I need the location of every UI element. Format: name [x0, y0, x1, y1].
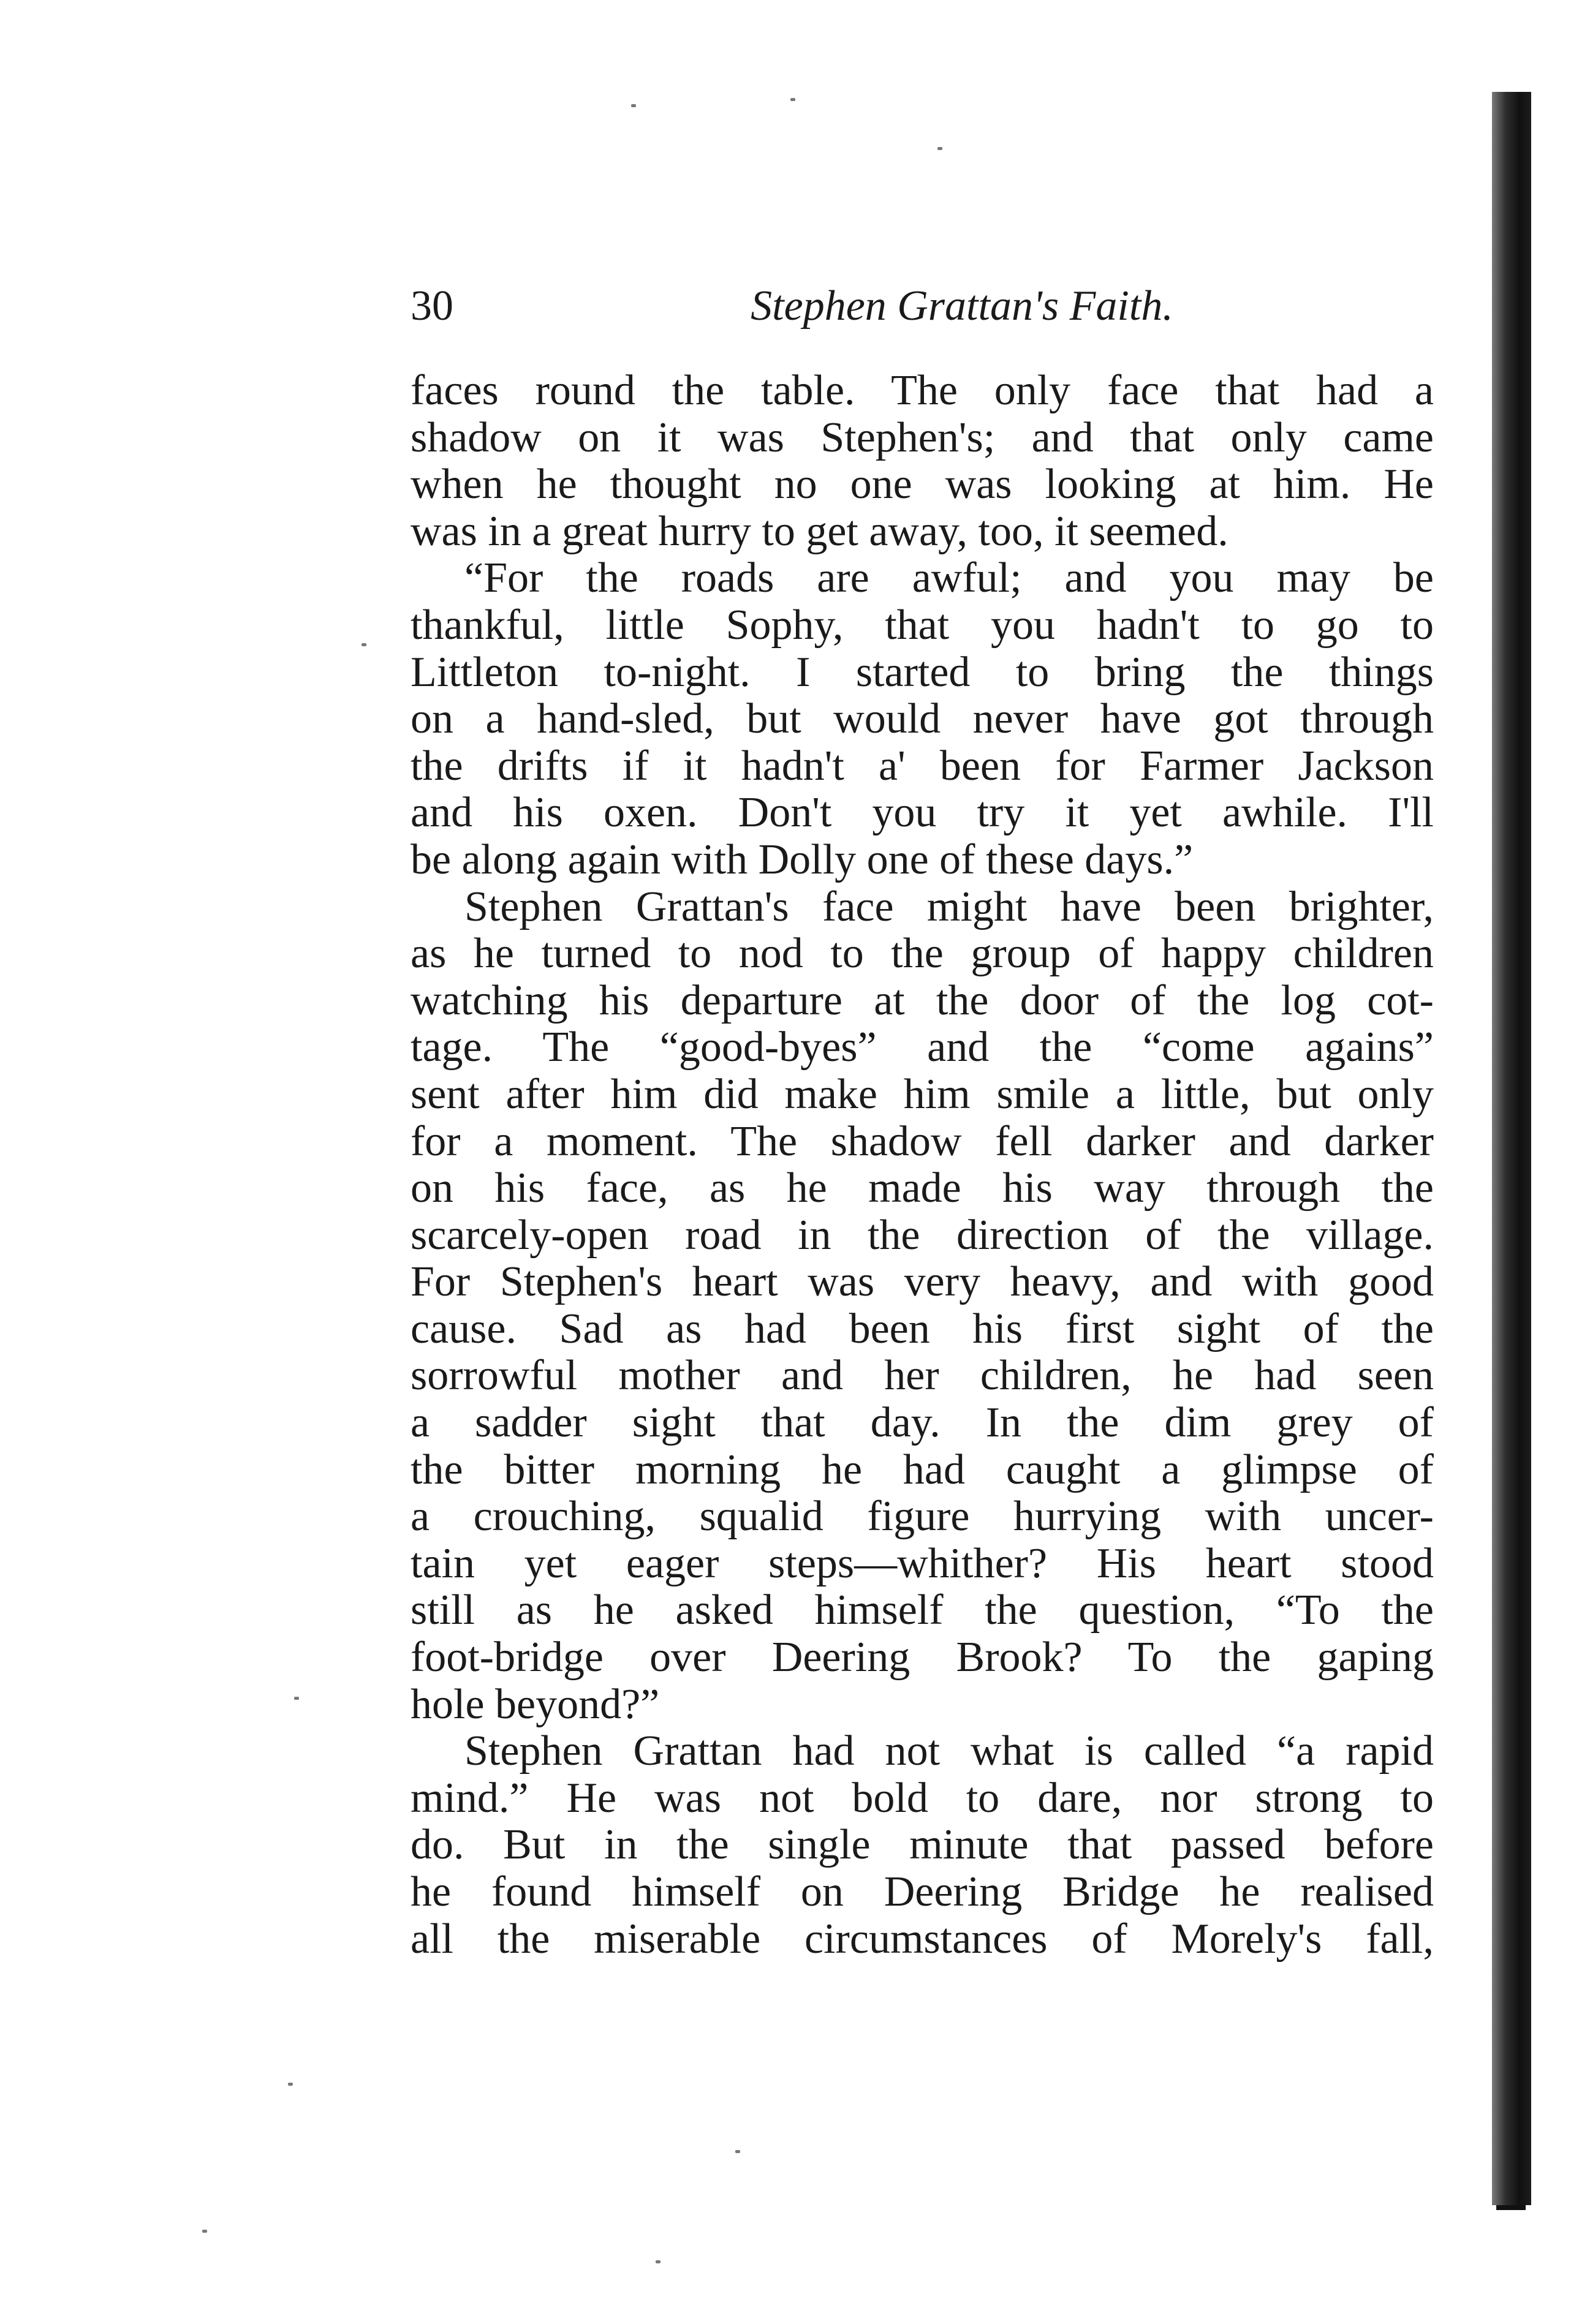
text-line: cause. Sad as had been his first sight of the: [411, 1305, 1434, 1353]
text-line: when he thought no one was looking at him. He: [411, 461, 1434, 508]
page-edge-shadow: [1492, 92, 1531, 2205]
text-line: faces round the table. The only face that had a: [411, 367, 1434, 414]
text-line: For Stephen's heart was very heavy, and with good: [411, 1258, 1434, 1306]
scan-speck: [937, 147, 942, 150]
text-line: on his face, as he made his way through the: [411, 1164, 1434, 1212]
text-line: Stephen Grattan's face might have been brighter,: [464, 883, 1434, 930]
text-line: still as he asked himself the question, “To the: [411, 1586, 1434, 1634]
body-text: [411, 368, 1434, 1963]
text-line: foot-bridge over Deering Brook? To the gaping: [411, 1634, 1434, 1681]
scan-speck: [362, 643, 366, 646]
text-line: he found himself on Deering Bridge he realised: [411, 1868, 1434, 1915]
page-edge-mark: [1496, 2205, 1526, 2210]
text-line: Stephen Grattan had not what is called “a rapid: [464, 1727, 1434, 1775]
scan-speck: [202, 2230, 207, 2233]
scan-speck: [656, 2260, 661, 2263]
scan-speck: [294, 1697, 299, 1700]
text-line: Littleton to-night. I started to bring the things: [411, 648, 1434, 696]
scan-speck: [288, 2083, 293, 2086]
text-line: scarcely-open road in the direction of the village.: [411, 1211, 1434, 1259]
text-line: was in a great hurry to get away, too, it seemed.: [411, 507, 1228, 555]
text-line: for a moment. The shadow fell darker and darker: [411, 1117, 1434, 1165]
text-line: do. But in the single minute that passed before: [411, 1821, 1434, 1869]
scan-speck: [735, 2150, 740, 2153]
text-line: watching his departure at the door of the log cot-: [411, 976, 1434, 1024]
text-line: the bitter morning he had caught a glimpse of: [411, 1446, 1434, 1493]
text-line: a sadder sight that day. In the dim grey of: [411, 1399, 1434, 1447]
text-line: sorrowful mother and her children, he had seen: [411, 1352, 1434, 1400]
text-line: thankful, little Sophy, that you hadn't to go to: [411, 601, 1434, 649]
page-header: [411, 279, 1434, 334]
text-line: shadow on it was Stephen's; and that only came: [411, 413, 1434, 461]
text-line: “For the roads are awful; and you may be: [464, 554, 1434, 602]
scan-speck: [790, 98, 795, 101]
page-number: 30: [411, 282, 453, 330]
text-line: hole beyond?”: [411, 1680, 660, 1728]
text-line: tage. The “good-byes” and the “come agains”: [411, 1024, 1434, 1071]
text-line: as he turned to nod to the group of happy children: [411, 930, 1434, 978]
text-line: and his oxen. Don't you try it yet awhile. I'll: [411, 789, 1434, 837]
scan-speck: [631, 104, 636, 107]
text-line: mind.” He was not bold to dare, nor strong to: [411, 1774, 1434, 1822]
text-line: on a hand-sled, but would never have got through: [411, 695, 1434, 743]
text-line: all the miserable circumstances of Morely's fall,: [411, 1915, 1434, 1963]
text-line: be along again with Dolly one of these days.”: [411, 836, 1194, 883]
text-line: the drifts if it hadn't a' been for Farmer Jackson: [411, 742, 1434, 790]
text-line: sent after him did make him smile a little, but only: [411, 1070, 1434, 1118]
running-title: Stephen Grattan's Faith.: [751, 282, 1173, 330]
text-line: tain yet eager steps—whither? His heart stood: [411, 1539, 1434, 1587]
text-line: a crouching, squalid figure hurrying with uncer-: [411, 1493, 1434, 1541]
